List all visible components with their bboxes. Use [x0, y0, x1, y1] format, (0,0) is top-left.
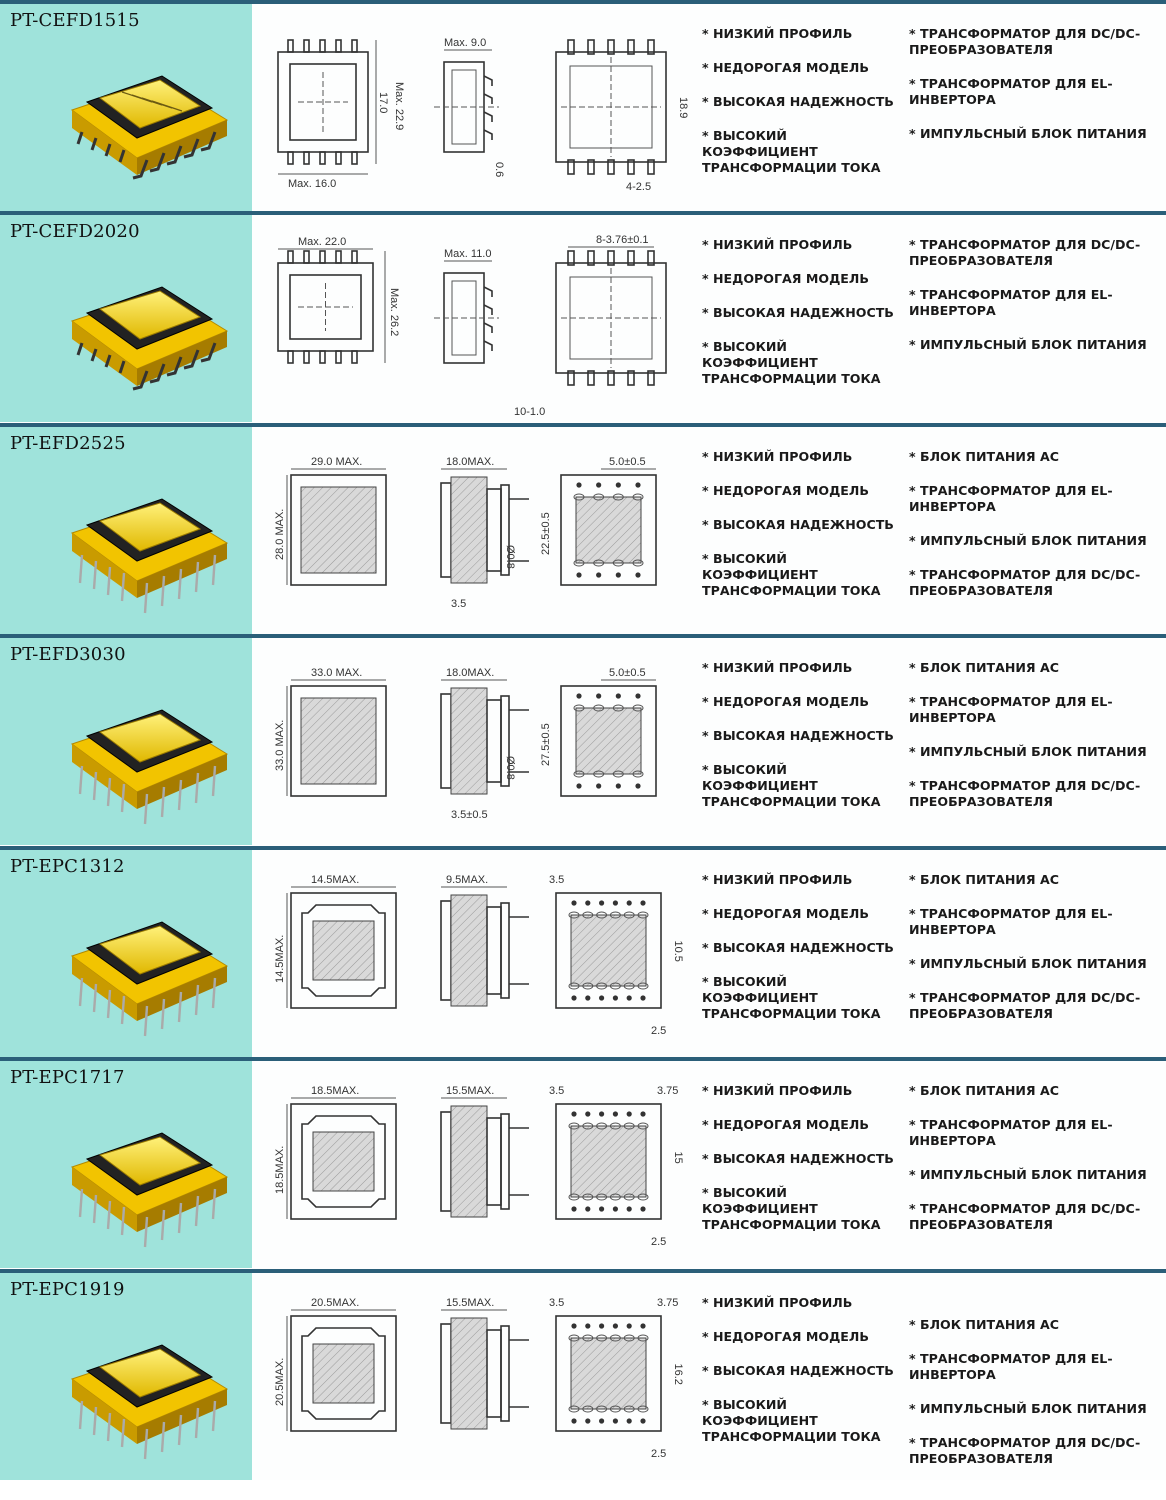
feature-item: * НИЗКИЙ ПРОФИЛЬ	[702, 872, 902, 888]
application-item: * ТРАНСФОРМАТОР ДЛЯ EL-ИНВЕРТОРА	[909, 483, 1149, 515]
feature-item: * НИЗКИЙ ПРОФИЛЬ	[702, 449, 902, 465]
application-item: * ТРАНСФОРМАТОР ДЛЯ EL-ИНВЕРТОРА	[909, 76, 1149, 108]
top-view	[291, 686, 386, 796]
feature-item: * ВЫСОКАЯ НАДЕЖНОСТЬ	[702, 517, 902, 533]
dim-label: 5.0±0.5	[609, 456, 646, 468]
top-view	[291, 893, 396, 1008]
dim-label: Max. 26.2	[388, 288, 400, 337]
feature-item: * НЕДОРОГАЯ МОДЕЛЬ	[702, 271, 902, 287]
dim-label: 18.0MAX.	[446, 456, 495, 468]
dim-label: 3.5	[549, 1297, 565, 1309]
technical-drawing	[256, 1281, 696, 1476]
application-item: * БЛОК ПИТАНИЯ AC	[909, 449, 1149, 465]
application-list	[909, 872, 1149, 1040]
transformer-photo	[52, 1097, 242, 1257]
application-item: * ТРАНСФОРМАТОР ДЛЯ DC/DC-ПРЕОБРАЗОВАТЕЛЯ	[909, 26, 1149, 58]
feature-item: * НЕДОРОГАЯ МОДЕЛЬ	[702, 1329, 902, 1345]
product-row	[0, 1269, 1166, 1480]
feature-item: * НИЗКИЙ ПРОФИЛЬ	[702, 1083, 902, 1099]
product-panel	[0, 1273, 252, 1480]
dim-label: 0.6	[493, 162, 505, 178]
product-panel	[0, 427, 252, 634]
dim-label: Max. 16.0	[288, 178, 337, 190]
model-name: PT-EPC1312	[10, 856, 125, 877]
footprint-view	[556, 1316, 661, 1431]
transformer-photo	[52, 674, 242, 834]
application-item: * БЛОК ПИТАНИЯ AC	[909, 872, 1149, 888]
dim-label: 3.5±0.5	[451, 809, 488, 821]
technical-drawing	[256, 223, 696, 418]
feature-item: * ВЫСОКИЙ КОЭФФИЦИЕНТ ТРАНСФОРМАЦИИ ТОКА	[702, 339, 902, 387]
dim-label: 3.5	[549, 1085, 565, 1097]
footprint-view	[556, 40, 666, 174]
product-panel	[0, 850, 252, 1057]
feature-list	[702, 872, 902, 1040]
dim-label: Max. 9.0	[444, 37, 487, 49]
product-photo	[52, 40, 242, 200]
feature-list	[702, 237, 902, 405]
application-item: * ТРАНСФОРМАТОР ДЛЯ EL-ИНВЕРТОРА	[909, 1351, 1149, 1383]
feature-item: * ВЫСОКАЯ НАДЕЖНОСТЬ	[702, 1151, 902, 1167]
footprint-view	[561, 475, 656, 585]
product-photo	[52, 463, 242, 623]
technical-drawing	[256, 646, 696, 841]
footprint-view	[561, 686, 656, 796]
application-item: * ТРАНСФОРМАТОР ДЛЯ EL-ИНВЕРТОРА	[909, 1117, 1149, 1149]
dim-label: 3.5	[451, 598, 467, 610]
feature-item: * НИЗКИЙ ПРОФИЛЬ	[702, 237, 902, 253]
top-view	[278, 40, 368, 164]
product-photo	[52, 1309, 242, 1469]
top-view	[291, 475, 386, 585]
technical-drawing	[256, 858, 696, 1053]
dim-label: Ø0.8	[504, 756, 516, 780]
application-list	[909, 1083, 1149, 1251]
feature-item: * НЕДОРОГАЯ МОДЕЛЬ	[702, 60, 902, 76]
transformer-photo	[52, 1309, 242, 1469]
dim-label: Max. 22.9	[393, 82, 405, 131]
top-view	[291, 1104, 396, 1219]
dim-label: 15	[672, 1151, 684, 1164]
dim-label: 28.0 MAX.	[274, 508, 286, 560]
dim-label: 18.9	[677, 97, 689, 119]
dim-label: 5.0±0.5	[609, 667, 646, 679]
feature-item: * ВЫСОКИЙ КОЭФФИЦИЕНТ ТРАНСФОРМАЦИИ ТОКА	[702, 1397, 902, 1445]
dimension-drawing	[256, 435, 696, 630]
feature-item: * НЕДОРОГАЯ МОДЕЛЬ	[702, 694, 902, 710]
product-panel	[0, 638, 252, 845]
application-list	[909, 660, 1149, 828]
dimension-drawing	[256, 1281, 696, 1476]
product-photo	[52, 674, 242, 834]
dimension-drawing	[256, 12, 696, 207]
application-item: * ИМПУЛЬСНЫЙ БЛОК ПИТАНИЯ	[909, 1401, 1149, 1417]
transformer-photo	[52, 251, 242, 411]
dim-label: 4-2.5	[626, 181, 652, 193]
feature-item: * НИЗКИЙ ПРОФИЛЬ	[702, 26, 902, 42]
dim-label: Max. 11.0	[444, 248, 492, 260]
product-photo	[52, 886, 242, 1046]
application-item: * ТРАНСФОРМАТОР ДЛЯ EL-ИНВЕРТОРА	[909, 906, 1149, 938]
transformer-photo	[52, 40, 242, 200]
product-panel	[0, 215, 252, 422]
transformer-photo	[52, 463, 242, 623]
model-name: PT-CEFD1515	[10, 10, 140, 31]
dim-label: 2.5	[651, 1448, 667, 1460]
dim-label: 8-3.76±0.1	[596, 234, 649, 246]
dim-label: 10.5	[672, 940, 684, 962]
side-view	[441, 1106, 529, 1217]
dim-label: 27.5±0.5	[540, 723, 552, 766]
product-row	[0, 634, 1166, 845]
side-view	[434, 273, 499, 363]
application-item: * ТРАНСФОРМАТОР ДЛЯ DC/DC-ПРЕОБРАЗОВАТЕЛЯ	[909, 990, 1149, 1022]
dim-label: 33.0 MAX.	[311, 667, 363, 679]
feature-list	[702, 449, 902, 617]
dim-label: 18.5MAX.	[311, 1085, 360, 1097]
dim-label: 18.0MAX.	[446, 667, 495, 679]
dim-label: 14.5MAX.	[274, 934, 286, 983]
dim-label: 2.5	[651, 1236, 667, 1248]
feature-item: * НИЗКИЙ ПРОФИЛЬ	[702, 1295, 902, 1311]
feature-list	[702, 1083, 902, 1251]
application-item: * ИМПУЛЬСНЫЙ БЛОК ПИТАНИЯ	[909, 126, 1149, 142]
feature-item: * НЕДОРОГАЯ МОДЕЛЬ	[702, 906, 902, 922]
dim-label: 2.5	[651, 1025, 667, 1037]
application-item: * БЛОК ПИТАНИЯ AC	[909, 660, 1149, 676]
application-item: * БЛОК ПИТАНИЯ AC	[909, 1317, 1149, 1333]
dim-label: 15.5MAX.	[446, 1085, 495, 1097]
application-item: * ИМПУЛЬСНЫЙ БЛОК ПИТАНИЯ	[909, 744, 1149, 760]
feature-item: * ВЫСОКИЙ КОЭФФИЦИЕНТ ТРАНСФОРМАЦИИ ТОКА	[702, 551, 902, 599]
dim-label: 20.5MAX.	[274, 1357, 286, 1406]
product-photo	[52, 1097, 242, 1257]
dim-label: 33.0 MAX.	[274, 719, 286, 771]
application-item: * ТРАНСФОРМАТОР ДЛЯ DC/DC-ПРЕОБРАЗОВАТЕЛЯ	[909, 778, 1149, 810]
feature-list	[702, 1295, 902, 1463]
feature-item: * ВЫСОКИЙ КОЭФФИЦИЕНТ ТРАНСФОРМАЦИИ ТОКА	[702, 974, 902, 1022]
feature-item: * ВЫСОКИЙ КОЭФФИЦИЕНТ ТРАНСФОРМАЦИИ ТОКА	[702, 128, 902, 176]
dim-label: Max. 22.0	[298, 236, 347, 248]
application-item: * ТРАНСФОРМАТОР ДЛЯ DC/DC-ПРЕОБРАЗОВАТЕЛЯ	[909, 567, 1149, 599]
dim-label: 17.0	[377, 92, 389, 114]
product-photo	[52, 251, 242, 411]
footprint-view	[556, 893, 661, 1008]
footprint-view	[556, 251, 666, 385]
dim-label: 3.75	[657, 1085, 679, 1097]
side-view	[441, 1318, 529, 1429]
application-list	[909, 26, 1149, 160]
dimension-drawing	[256, 1069, 696, 1264]
product-panel	[0, 1061, 252, 1268]
product-row	[0, 0, 1166, 211]
feature-item: * ВЫСОКАЯ НАДЕЖНОСТЬ	[702, 305, 902, 321]
dim-label: 3.5	[549, 874, 565, 886]
product-row	[0, 423, 1166, 634]
model-name: PT-EFD2525	[10, 433, 126, 454]
feature-item: * ВЫСОКАЯ НАДЕЖНОСТЬ	[702, 94, 902, 110]
feature-item: * НЕДОРОГАЯ МОДЕЛЬ	[702, 1117, 902, 1133]
product-row	[0, 1057, 1166, 1268]
application-item: * ИМПУЛЬСНЫЙ БЛОК ПИТАНИЯ	[909, 956, 1149, 972]
dim-label: 3.75	[657, 1297, 679, 1309]
application-list	[909, 449, 1149, 617]
product-row	[0, 211, 1166, 422]
feature-item: * НИЗКИЙ ПРОФИЛЬ	[702, 660, 902, 676]
application-item: * ТРАНСФОРМАТОР ДЛЯ EL-ИНВЕРТОРА	[909, 694, 1149, 726]
dimension-drawing	[256, 223, 696, 418]
application-item: * ТРАНСФОРМАТОР ДЛЯ DC/DC-ПРЕОБРАЗОВАТЕЛЯ	[909, 1201, 1149, 1233]
application-item: * ИМПУЛЬСНЫЙ БЛОК ПИТАНИЯ	[909, 533, 1149, 549]
application-item: * ТРАНСФОРМАТОР ДЛЯ EL-ИНВЕРТОРА	[909, 287, 1149, 319]
feature-list	[702, 660, 902, 828]
side-view	[434, 62, 499, 152]
dimension-drawing	[256, 646, 696, 841]
top-view	[291, 1316, 396, 1431]
application-item: * ИМПУЛЬСНЫЙ БЛОК ПИТАНИЯ	[909, 1167, 1149, 1183]
feature-item: * ВЫСОКИЙ КОЭФФИЦИЕНТ ТРАНСФОРМАЦИИ ТОКА	[702, 1185, 902, 1233]
feature-item: * ВЫСОКИЙ КОЭФФИЦИЕНТ ТРАНСФОРМАЦИИ ТОКА	[702, 762, 902, 810]
application-item: * БЛОК ПИТАНИЯ AC	[909, 1083, 1149, 1099]
technical-drawing	[256, 1069, 696, 1264]
technical-drawing	[256, 435, 696, 630]
dim-label: 15.5MAX.	[446, 1297, 495, 1309]
feature-item: * ВЫСОКАЯ НАДЕЖНОСТЬ	[702, 940, 902, 956]
application-item: * ИМПУЛЬСНЫЙ БЛОК ПИТАНИЯ	[909, 337, 1149, 353]
dim-label: Ø0.8	[504, 545, 516, 569]
dim-label: 22.5±0.5	[540, 512, 552, 555]
transformer-photo	[52, 886, 242, 1046]
product-row	[0, 846, 1166, 1057]
dim-label: 29.0 MAX.	[311, 456, 363, 468]
dim-label: 10-1.0	[514, 406, 546, 418]
dim-label: 9.5MAX.	[446, 874, 489, 886]
model-name: PT-EFD3030	[10, 644, 126, 665]
model-name: PT-CEFD2020	[10, 221, 140, 242]
feature-item: * НЕДОРОГАЯ МОДЕЛЬ	[702, 483, 902, 499]
product-panel	[0, 4, 252, 211]
feature-list	[702, 26, 902, 194]
feature-item: * ВЫСОКАЯ НАДЕЖНОСТЬ	[702, 728, 902, 744]
dim-label: 14.5MAX.	[311, 874, 360, 886]
model-name: PT-EPC1717	[10, 1067, 125, 1088]
footprint-view	[556, 1104, 661, 1219]
dim-label: 20.5MAX.	[311, 1297, 360, 1309]
model-name: PT-EPC1919	[10, 1279, 125, 1300]
top-view	[278, 251, 373, 363]
dim-label: 16.2	[672, 1363, 684, 1385]
dim-label: 18.5MAX.	[274, 1145, 286, 1194]
application-item: * ТРАНСФОРМАТОР ДЛЯ DC/DC-ПРЕОБРАЗОВАТЕЛЯ	[909, 237, 1149, 269]
application-list	[909, 237, 1149, 371]
technical-drawing	[256, 12, 696, 207]
application-item: * ТРАНСФОРМАТОР ДЛЯ DC/DC-ПРЕОБРАЗОВАТЕЛЯ	[909, 1435, 1149, 1467]
dimension-drawing	[256, 858, 696, 1053]
feature-item: * ВЫСОКАЯ НАДЕЖНОСТЬ	[702, 1363, 902, 1379]
application-list	[909, 1317, 1149, 1485]
side-view	[441, 895, 529, 1006]
